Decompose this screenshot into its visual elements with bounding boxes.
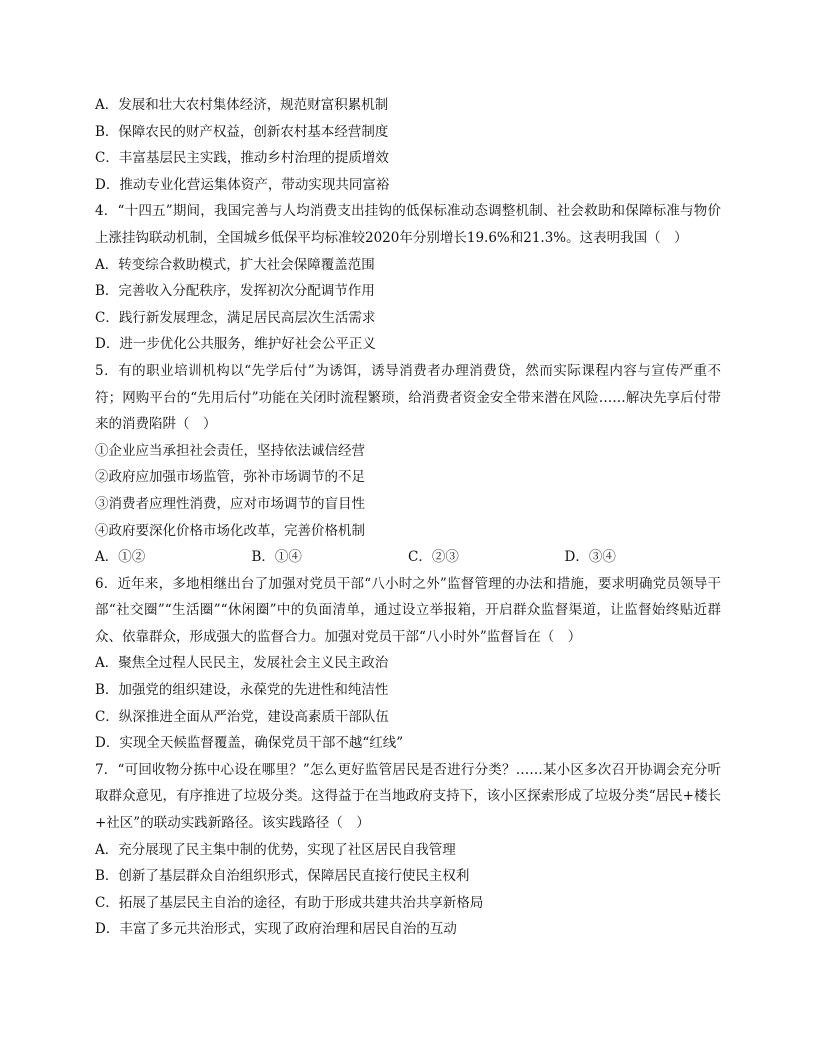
q6-option-c: C．纵深推进全面从严治党，建设高素质干部队伍 bbox=[95, 708, 389, 725]
q5-statement-4: ④政府要深化价格市场化改革，完善价格机制 bbox=[95, 522, 365, 539]
q5-choice-c: C．②③ bbox=[408, 549, 459, 566]
q7-stem: 7．“可回收物分拣中心设在哪里？”怎么更好监管居民是否进行分类？……某小区多次召开协调会充分听取群众意见，有序推进了垃圾分类。这得益于在当地政府支持下，该小区探索形成了垃圾分类“居民+楼长+社区”的联动实践新路径。该实践路径（ ） bbox=[95, 761, 721, 832]
q4-option-a: A．转变综合救助模式，扩大社会保障覆盖范围 bbox=[95, 256, 375, 273]
q5-choice-d: D．③④ bbox=[564, 549, 616, 566]
q4-stem: 4．“十四五”期间，我国完善与人均消费支出挂钩的低保标准动态调整机制、社会救助和保障标准与物价上涨挂钩联动机制，全国城乡低保平均标准较2020年分别增长19.6%和21.3%。这表明我国（ ） bbox=[95, 203, 721, 246]
q7-option-a: A．充分展现了民主集中制的优势，实现了社区居民自我管理 bbox=[95, 841, 456, 858]
q3-option-b: B．保障农民的财产权益，创新农村基本经营制度 bbox=[95, 123, 389, 140]
q5-choice-b: B．①④ bbox=[251, 549, 302, 566]
q7-option-c: C．拓展了基层民主自治的途径，有助于形成共建共治共享新格局 bbox=[95, 894, 484, 911]
q3-option-d: D．推动专业化营运集体资产，带动实现共同富裕 bbox=[95, 176, 390, 193]
q3-option-a: A．发展和壮大农村集体经济，规范财富积累机制 bbox=[95, 97, 389, 113]
q6-option-d: D．实现全天候监督覆盖，确保党员干部不越“红线” bbox=[95, 735, 404, 752]
q5-choices bbox=[95, 544, 721, 571]
q5-statement-1: ①企业应当承担社会责任，坚持依法诚信经营 bbox=[95, 442, 365, 459]
q5-stem: 5．有的职业培训机构以“先学后付”为诱饵，诱导消费者办理消费贷，然而实际课程内容与宣传严重不符；网购平台的“先用后付”功能在关闭时流程繁琐，给消费者资金安全带来潜在风险……解决先享后付带来的消费陷阱（ ） bbox=[95, 362, 721, 433]
q4-option-d: D．进一步优化公共服务，维护好社会公平正义 bbox=[95, 336, 376, 353]
q6-stem: 6．近年来，多地相继出台了加强对党员干部“八小时之外”监督管理的办法和措施，要求明确党员领导干部“社交圈”“生活圈”“休闲圈”中的负面清单，通过设立举报箱，开启群众监督渠道，让监督始终贴近群众、依靠群众，形成强大的监督合力。加强对党员干部“八小时外”监督旨在（ ） bbox=[95, 575, 721, 645]
q5-statement-3: ③消费者应理性消费，应对市场调节的盲目性 bbox=[95, 495, 365, 512]
q3-option-c: C．丰富基层民主实践，推动乡村治理的提质增效 bbox=[95, 150, 389, 167]
q7-option-b: B．创新了基层群众自治组织形式，保障居民直接行使民主权利 bbox=[95, 868, 470, 885]
q4-option-c: C．践行新发展理念，满足居民高层次生活需求 bbox=[95, 309, 376, 326]
q4-option-b: B．完善收入分配秩序，发挥初次分配调节作用 bbox=[95, 283, 375, 300]
question-content bbox=[95, 92, 721, 943]
q5-statement-2: ②政府应加强市场监管，弥补市场调节的不足 bbox=[95, 469, 365, 486]
q6-option-a: A．聚焦全过程人民民主，发展社会主义民主政治 bbox=[95, 655, 389, 672]
q5-choice-a: A．①② bbox=[95, 549, 146, 566]
q7-option-d: D．丰富了多元共治形式，实现了政府治理和居民自治的互动 bbox=[95, 921, 457, 938]
q6-option-b: B．加强党的组织建设，永葆党的先进性和纯洁性 bbox=[95, 682, 389, 699]
